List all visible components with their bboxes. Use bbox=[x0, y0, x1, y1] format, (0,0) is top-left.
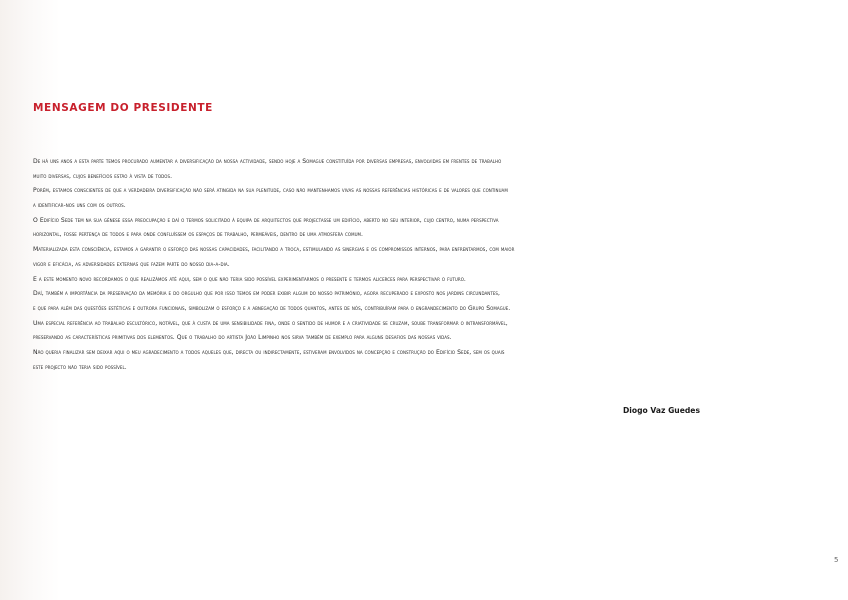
body-line: este projecto não teria sido possível. bbox=[33, 363, 127, 371]
body-line: e que para além das questões estéticas e outrora funcionais, simbolizam o esforço e a abnegação de todos quantos, antes de nós, contribuíram para o engrandecimento do Grupo Somague. bbox=[33, 304, 511, 312]
body-line: horizontal, fosse pertença de todos e para onde confluíssem os espaços de trabalho, permeáveis, dentro de uma atmosfera comum. bbox=[33, 231, 364, 239]
body-line: vigor e eficácia, as adversidades externas que fazem parte do nosso dia-a-dia. bbox=[33, 260, 230, 268]
body-line: Porém, estamos conscientes de que a verdadeira diversificação não será atingida na sua plenitude, caso não mantenhamos vivas as nossas referências históricas e de valores que continuam bbox=[33, 187, 508, 195]
body-line: E a este momento novo recordamos o que realizámos até aqui, sem o que não teria sido possível experimentarmos o presente e termos alicerces para perspectivar o futuro. bbox=[33, 275, 466, 283]
page-title: MENSAGEM DO PRESIDENTE bbox=[33, 102, 213, 114]
body-line: Daí, também a importância da preservação da memória e do orgulho que por isso temos em poder exibir algum do nosso património, agora recuperado e exposto nos jardins circundantes, bbox=[33, 290, 500, 298]
body-line: Materializada esta consciência, estamos a garantir o esforço das nossas capacidades, facilitando a troca, estimulando as sinergias e os compromissos internos, para enfrentarmos, com maior bbox=[33, 246, 515, 254]
page-number: 5 bbox=[834, 556, 839, 564]
body-line: preservando as características primitivas dos elementos. Que o trabalho do artista João Limpinho nos sirva também de exemplo para alguns desafios das nossas vidas. bbox=[33, 334, 452, 342]
body-line: muito diversas, cujos benefícios estão à vista de todos. bbox=[33, 172, 173, 180]
body-line: a identificar-nos uns com os outros. bbox=[33, 202, 126, 210]
body-line: O Edifício Sede tem na sua génese essa preocupação e daí o termos solicitado à equipa de arquitectos que projectasse um edifício, aberto no seu interior, cujo centro, numa perspectiva bbox=[33, 216, 499, 224]
signature: Diogo Vaz Guedes bbox=[623, 406, 700, 415]
body-line: Não queria finalizar sem deixar aqui o meu agradecimento a todos aqueles que, directa ou indirectamente, estiveram envolvidos na concepção e construção do Edifício Sede, sem os quais bbox=[33, 348, 505, 356]
message-body bbox=[33, 155, 753, 375]
body-line: Uma especial referência ao trabalho escultórico, notável, que à custa de uma sensibilidade fina, onde o sentido de humor e a criatividade se cruzam, soube transformar o intransformável, bbox=[33, 319, 508, 327]
body-line: De há uns anos a esta parte temos procurado aumentar a diversificação da nossa actividade, sendo hoje a Somague constituída por diversas empresas, envolvidas em frentes de trabalho bbox=[33, 158, 502, 165]
